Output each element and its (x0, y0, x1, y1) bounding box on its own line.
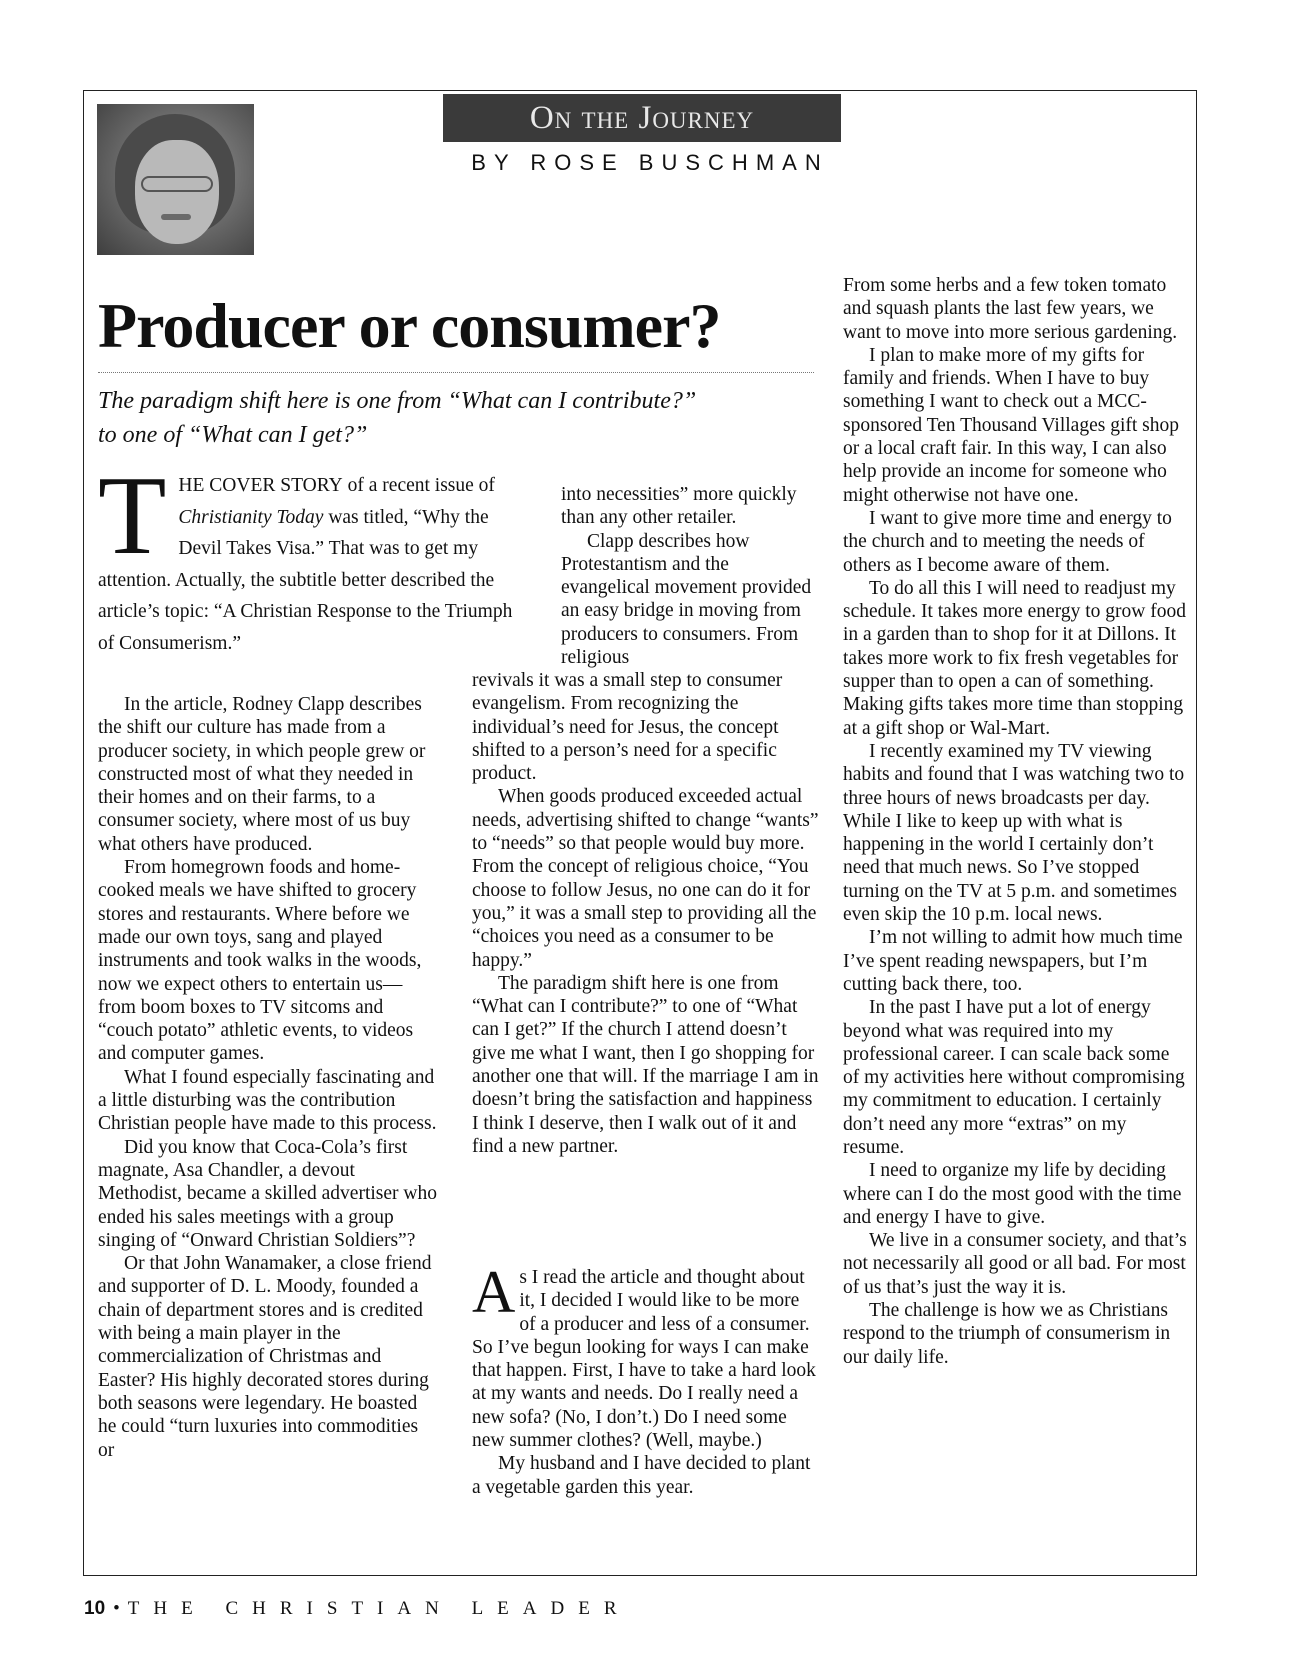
paragraph: I want to give more time and energy to the church and to meeting the needs of others as I become aware of them. (843, 507, 1172, 576)
paragraph: When goods produced exceeded actual needs, advertising shifted to change “wants” to “needs” so that people would buy more. From the concept of religious choice, “You choose to follow Jesus, no one can do it for you,” it was a small step to providing all the “choices you need as a consumer to be happy.” (472, 786, 819, 971)
paragraph: into necessities” more quickly than any other retailer. (561, 484, 797, 529)
paragraph-text: s I read the article and thought about it, I decided I would like to be more of a producer and less of a consumer. So I’ve begun looking for ways I can make that happen. First, I have to take a hard look at my wants and needs. Do I really need a new sofa? (No, I don’t.) Do I need some new summer clothes? (Well, maybe.) (472, 1267, 816, 1452)
paragraph: I need to organize my life by deciding where can I do the most good with the time and energy I have to give. (843, 1160, 1182, 1228)
paragraph: I’m not willing to admit how much time I’ve spent reading newspapers, but I’m cutting back there, too. (843, 927, 1183, 995)
drop-cap: T (98, 454, 167, 578)
paragraph: The paradigm shift here is one from “What can I contribute?” to one of “What can I get?” If the church I attend doesn’t give me what I want, then I go shopping for another one that will. If the marriage I am in doesn’t bring the satisfaction and happiness I think I deserve, then I walk out of it and find a new partner. (472, 972, 819, 1157)
column-2-top (561, 483, 819, 669)
drop-cap: A (472, 1259, 516, 1325)
lead-paragraph (98, 454, 528, 659)
publication-name: THE CHRISTIAN LEADER (127, 1598, 631, 1619)
lead-text-2: was titled, “Why the Devil Takes Visa.” That was to get my attention. Actually, the subtitle better described the article’s topic: “A Christian Response to the Triumph of Consumerism.” (98, 506, 513, 654)
column-2-bottom (472, 1259, 820, 1499)
paragraph: In the past I have put a lot of energy beyond what was required into my professional career. I can scale back some of my activities here without compromising my commitment to education. I certainly don’t need any more “extras” on my resume. (843, 997, 1185, 1158)
paragraph: revivals it was a small step to consumer evangelism. From recognizing the individual’s need for Jesus, the concept shifted to a person’s need for a specific product. (472, 670, 783, 785)
paragraph: In the article, Rodney Clapp describes the shift our culture has made from a producer society, in which people grew or constructed most of what they needed in their homes and on their farms, to a consumer society, where most of us buy what others have produced. (98, 694, 426, 855)
headline: Producer or consumer? (98, 290, 721, 361)
paragraph: Or that John Wanamaker, a close friend and supporter of D. L. Moody, founded a chain of department stores and is credited with being a main player in the commercialization of Christmas and Easter? His highly decorated stores during both seasons were legendary. He boasted he could “turn luxuries into commodities or (98, 1253, 432, 1461)
column-2-middle (472, 669, 820, 1158)
paragraph: The challenge is how we as Christians respond to the triumph of consumerism in our daily life. (843, 1300, 1171, 1368)
paragraph: To do all this I will need to readjust my schedule. It takes more energy to grow food in a garden than to shop for it at Dillons. It takes more work to fix fresh vegetables for supper than to open a can of something. Making gifts takes more time than stopping at a gift shop or Wal-Mart. (843, 577, 1186, 739)
lead-small-caps: HE COVER STORY (178, 475, 343, 496)
footer-bullet: • (113, 1598, 120, 1619)
paragraph: My husband and I have decided to plant a vegetable garden this year. (472, 1453, 811, 1498)
byline: BY ROSE BUSCHMAN (471, 150, 829, 175)
paragraph (472, 1259, 820, 1452)
lead-text-1: of a recent issue of (342, 475, 495, 496)
paragraph: Did you know that Coca-Cola’s first magnate, Asa Chandler, a devout Methodist, became a skilled advertiser who ended his sales meetings with a group singing of “Onward Christian Soldiers”? (98, 1136, 437, 1251)
column-1 (98, 693, 438, 1462)
paragraph: We live in a consumer society, and that’s not necessarily all good or all bad. For most of us that’s just the way it is. (843, 1230, 1187, 1298)
column-3 (843, 274, 1188, 1369)
page-footer (84, 1598, 631, 1620)
deck: The paradigm shift here is one from “What can I contribute?” to one of “What can I get?” (98, 388, 697, 448)
column-banner: On the Journey (443, 94, 841, 142)
paragraph: From some herbs and a few token tomato and squash plants the last few years, we want to move into more serious gardening. (843, 275, 1178, 343)
author-photo (97, 104, 254, 255)
dotted-divider (98, 372, 814, 373)
paragraph: From homegrown foods and home-cooked meals we have shifted to grocery stores and restaurants. Where before we made our own toys, sang and played instruments and took walks in the woods, now we expect others to entertain us—from boom boxes to TV sitcoms and “couch potato” athletic events, to videos and computer games. (98, 857, 422, 1065)
page-number: 10 (84, 1598, 106, 1619)
paragraph: I plan to make more of my gifts for family and friends. When I have to buy something I want to check out a MCC-sponsored Ten Thousand Villages gift shop or a local craft fair. In this way, I can also help provide an income for someone who might otherwise not have one. (843, 344, 1179, 506)
paragraph: What I found especially fascinating and a little disturbing was the contribution Christian people have made to this process. (98, 1066, 437, 1135)
paragraph: Clapp describes how Protestantism and the evangelical movement provided an easy bridge in moving from producers to consumers. From religious (561, 530, 812, 669)
magazine-title: Christianity Today (178, 506, 324, 528)
paragraph: I recently examined my TV viewing habits and found that I was watching two to three hours of news broadcasts per day. While I like to keep up with what is happening in the world I certainly don’t need that much news. So I’ve stopped turning on the TV at 5 p.m. and sometimes even skip the 10 p.m. local news. (843, 740, 1185, 926)
